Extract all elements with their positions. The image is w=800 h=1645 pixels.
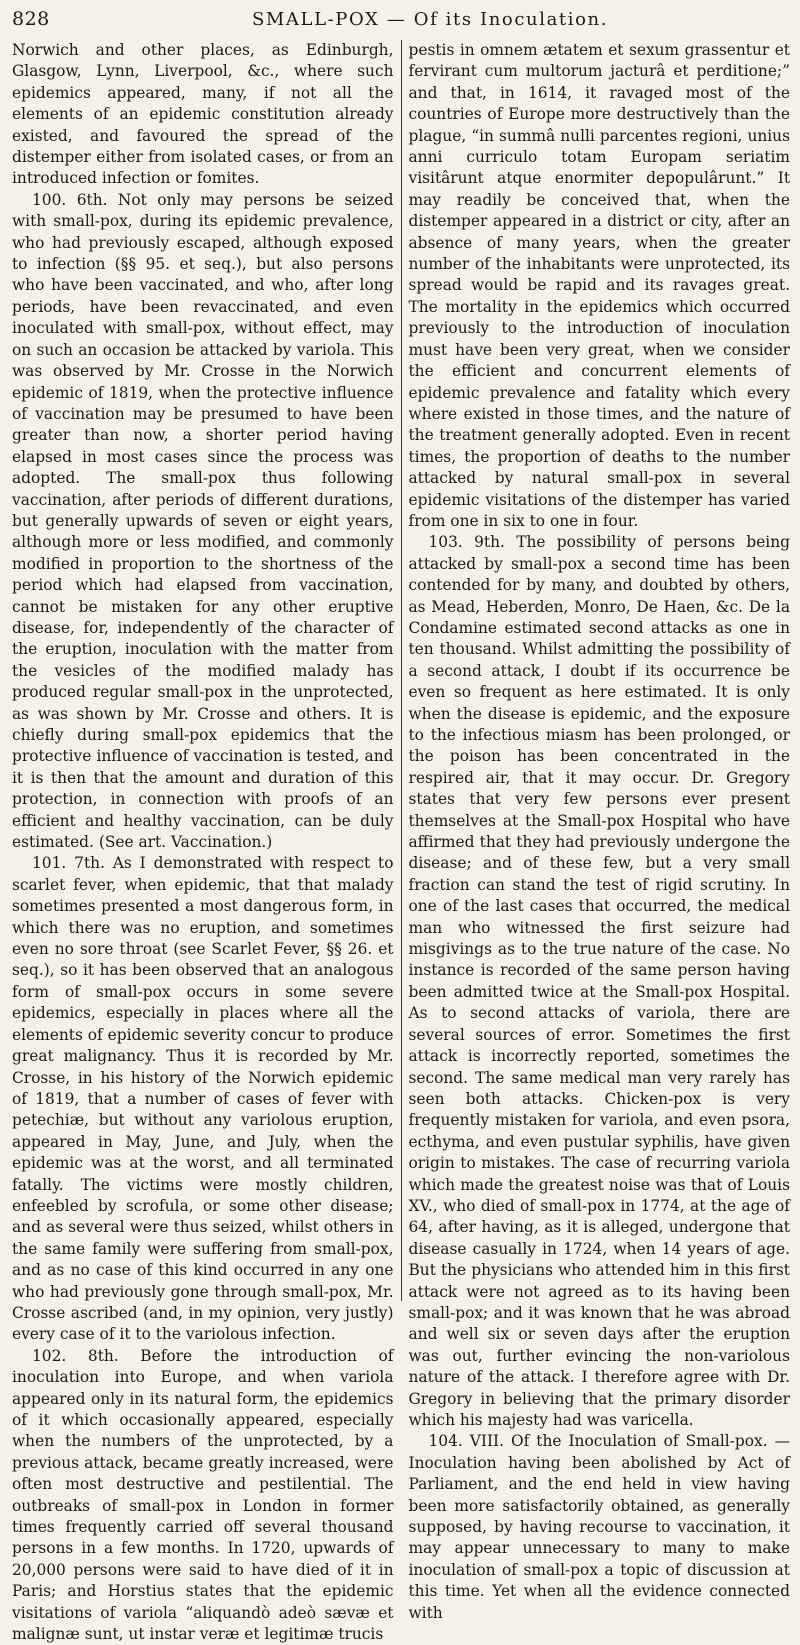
left-column — [12, 40, 401, 1644]
text-columns — [12, 40, 790, 1644]
paragraph: 101. 7th. As I demonstrated with respect to scarlet fever, when epidemic, that that malady sometimes presented a most dangerous form, in which there was no eruption, and sometimes even no sore throat (see Scarlet Fever, §§ 26. et seq.), so it has been observed that an analogous form of small-pox occurs in some severe epidemics, especially in places where all the elements of epidemic severity concur to produce great malignancy. Thus it is recorded by Mr. Crosse, in his history of the Norwich epidemic of 1819, that a number of cases of fever with petechiæ, but without any variolous eruption, appeared in May, June, and July, when the epidemic was at the worst, and all terminated fatally. The victims were mostly children, enfeebled by scrofula, or some other disease; and as several were thus seized, whilst others in the same family were suffering from small-pox, and as no case of this kind occurred in any one who had previously gone through small-pox, Mr. Crosse ascribed (and, in my opinion, very justly) every case of it to the variolous infection. — [12, 854, 394, 1344]
right-column — [401, 40, 791, 1622]
paragraph: 102. 8th. Before the introduction of inoculation into Europe, and when variola appeared only in its natural form, the epidemics of it which occasionally appeared, especially when the numbers of the unprotected, by a previous attack, became greatly increased, were often most destructive and pestilential. The outbreaks of small-pox in London in former times frequently carried off several thousand persons in a few months. In 1720, upwards of 20,000 persons were said to have died of it in Paris; and Horstius states that the epidemic visitations of variola “aliquandò adeò sævæ et malignæ sunt, ut instar veræ et legitimæ trucis — [12, 1346, 394, 1644]
paragraph: Norwich and other places, as Edinburgh, Glasgow, Lynn, Liverpool, &c., where such epidemics appeared, many, if not all the elements of an epidemic constitution already existed, and favoured the spread of the distemper either from isolated cases, or from an introduced infection or fomites. — [12, 41, 394, 188]
paragraph: 104. VIII. Of the Inoculation of Small-pox. — Inoculation having been abolished by Act of Parliament, and the end held in view having been more satisfactorily obtained, as generally supposed, by having recourse to vaccination, it may appear unnecessary to many to make inoculation of small-pox a topic of discussion at this time. Yet when all the evidence connected with — [408, 1432, 790, 1622]
paragraph: 100. 6th. Not only may persons be seized with small-pox, during its epidemic prevalence, who had previously escaped, although exposed to infection (§§ 95. et seq.), but also persons who have been vaccinated, and who, after long periods, have been revaccinated, and even inoculated with small-pox, without effect, may on such an occasion be attacked by variola. This was observed by Mr. Crosse in the Norwich epidemic of 1819, when the protective influence of vaccination may be presumed to have been greater than now, a shorter period having elapsed in most cases since the process was adopted. The small-pox thus following vaccination, after periods of different durations, but generally upwards of seven or eight years, although more or less modified, and commonly modified in proportion to the shortness of the period which had elapsed from vaccination, cannot be mistaken for any other eruptive disease, for, independently of the character of the eruption, inoculation with the matter from the vesicles of the modified malady has produced regular small-pox in the unprotected, as was shown by Mr. Crosse and others. It is chiefly during small-pox epidemics that the protective influence of vaccination is tested, and it is then that the amount and duration of this protection, in connection with proofs of an efficient and healthy vaccination, can be duly estimated. (See art. Vaccination.) — [12, 190, 394, 852]
paragraph: pestis in omnem ætatem et sexum grassentur et fervirant cum multorum jacturâ et perditione;” and that, in 1614, it ravaged most of the countries of Europe more destructively than the plague, “in summâ nulli parcentes regioni, unius anni curriculo totam Europam seriatim visitârunt atque enormiter depopulârunt.” It may readily be conceived that, when the distemper appeared in a district or city, after an absence of many years, when the greater number of the inhabitants were unprotected, its spread would be rapid and its ravages great. The mortality in the epidemics which occurred previously to the introduction of inoculation must have been very great, when we consider the efficient and concurrent elements of epidemic prevalence and fatality which every where existed in those times, and the nature of the treatment generally adopted. Even in recent times, the proportion of deaths to the number attacked by natural small-pox in several epidemic visitations of the distemper has varied from one in six to one in four. — [408, 41, 790, 530]
page-header — [12, 8, 788, 36]
page-number: 828 — [12, 8, 50, 30]
running-head: SMALL-POX — Of its Inoculation. — [251, 9, 609, 30]
paragraph: 103. 9th. The possibility of persons being attacked by small-pox a second time has been contended for by many, and doubted by others, as Mead, Heberden, Monro, De Haen, &c. De la Condamine estimated second attacks as one in ten thousand. Whilst admitting the possibility of a second attack, I doubt if its occurrence be even so frequent as here estimated. It is only when the disease is epidemic, and the exposure to the infectious miasm has been prolonged, or the poison has been concentrated in the respired air, that it may occur. Dr. Gregory states that very few persons ever present themselves at the Small-pox Hospital who have affirmed that they had previously undergone the disease; and of these few, but a very small fraction can stand the test of rigid scrutiny. In one of the last cases that occurred, the medical man who witnessed the first seizure had misgivings as to the true nature of the case. No instance is recorded of the same person having been admitted twice at the Small-pox Hospital. As to second attacks of variola, there are several sources of error. Sometimes the first attack is incorrectly reported, sometimes the second. The same medical man very rarely has seen both attacks. Chicken-pox is very frequently mistaken for variola, and even psora, ecthyma, and even pustular syphilis, have given origin to mistakes. The case of recurring variola which made the greatest noise was that of Louis XV., who died of small-pox in 1774, at the age of 64, after having, as it is alleged, undergone that disease casually in 1724, when 14 years of age. But the physicians who attended him in this first attack were not agreed as to its having been small-pox; and it was known that he was abroad and well six or seven days after the eruption was out, further evincing the non-variolous nature of the attack. I therefore agree with Dr. Gregory in believing that the primary disorder which his majesty had was varicella. — [408, 533, 790, 1429]
